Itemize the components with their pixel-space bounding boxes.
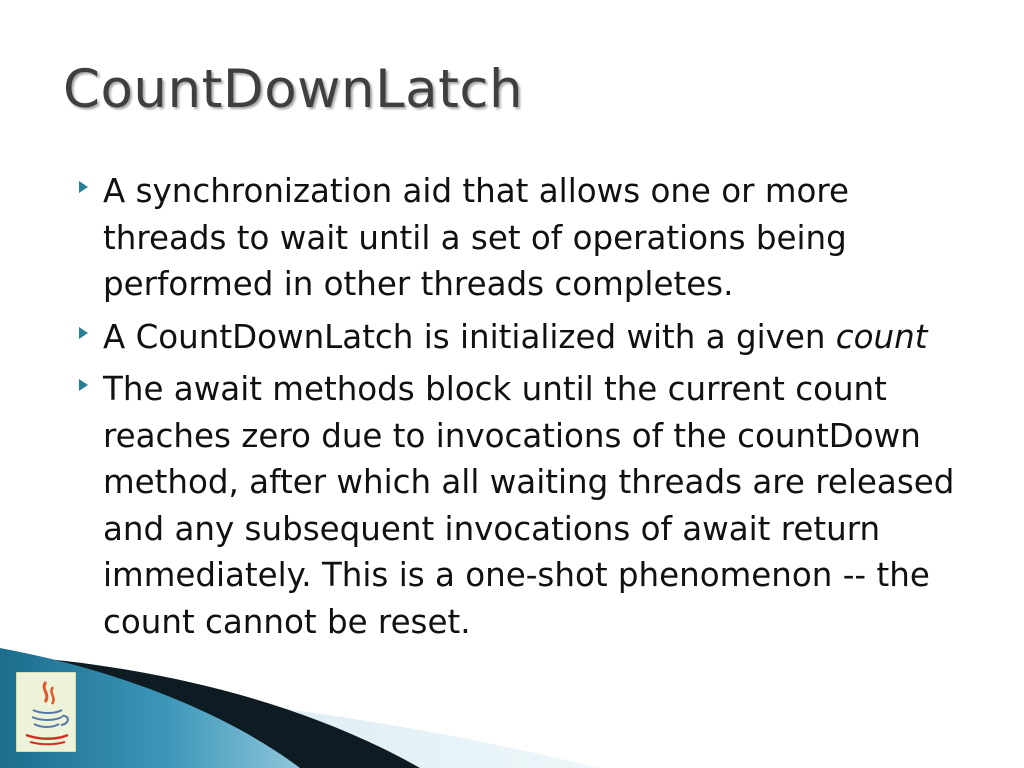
bullet-text: The await methods block until the current count reaches zero due to invocations of the countDown method, after which all waiting threads are released and any subsequent invocations of await return immediately. This is a one-shot phenomenon -- the count cannot be reset. xyxy=(103,370,955,641)
bullet-list xyxy=(72,168,977,651)
triangle-bullet-icon xyxy=(79,181,88,193)
bullet-item xyxy=(72,168,977,308)
slide-title: CountDownLatch xyxy=(63,59,524,120)
bullet-item xyxy=(72,366,977,645)
triangle-bullet-icon xyxy=(79,379,88,391)
bullet-emphasis: count xyxy=(835,317,928,356)
bullet-item xyxy=(72,314,977,361)
triangle-bullet-icon xyxy=(79,327,88,339)
bullet-text: A CountDownLatch is initialized with a given xyxy=(103,317,836,356)
bullet-text: A synchronization aid that allows one or more threads to wait until a set of operations being performed in other threads completes. xyxy=(103,172,850,303)
java-coffee-cup-icon xyxy=(16,672,76,752)
